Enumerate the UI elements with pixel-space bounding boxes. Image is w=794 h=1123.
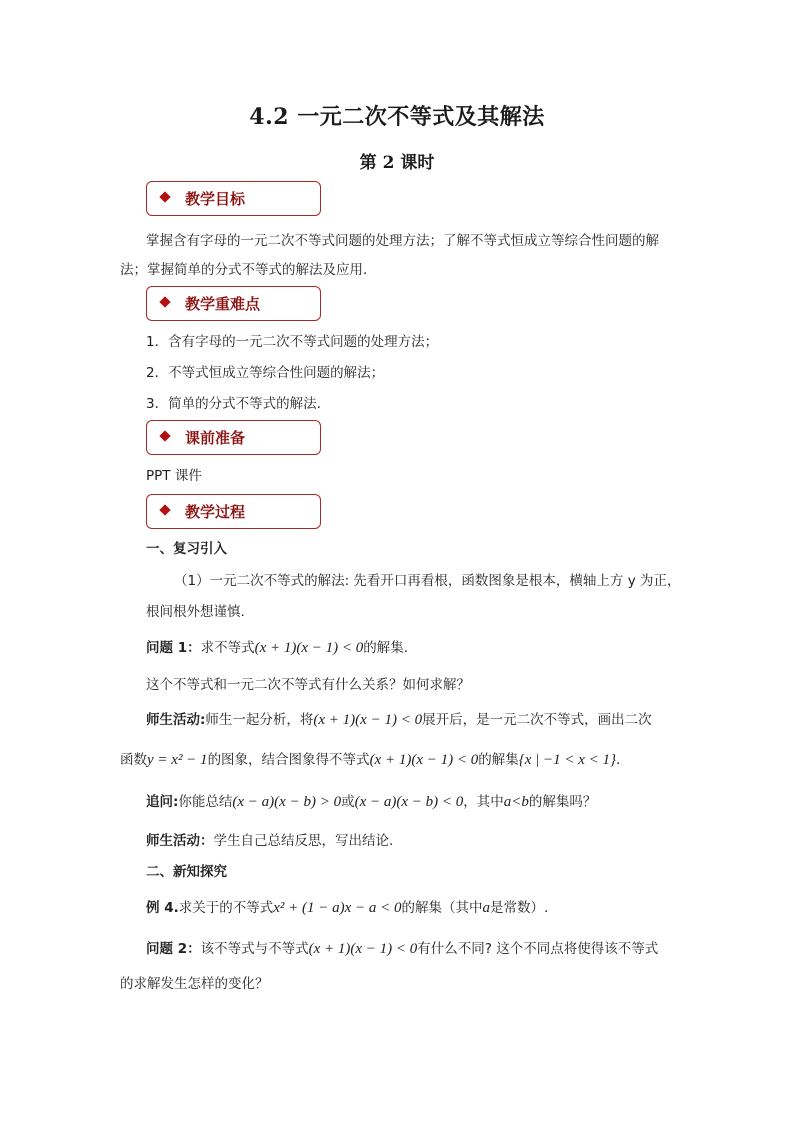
example4-label: 例 4. [146,900,179,916]
section-header-key-points [146,286,321,321]
activity1-text-b: 展开后，是一元二次不等式，画出二次 [422,712,652,728]
activity1-text-a: 师生一起分析，将 [205,712,314,728]
example4-inequality: x² + (1 − a)x − a < 0 [273,900,402,916]
ask-inequality-2: (x − a)(x − b) < 0 [354,794,464,810]
question2-inequality: (x + 1)(x − 1) < 0 [308,941,418,957]
prep-text: PPT 课件 [146,468,202,484]
activity2-end: . [616,752,621,768]
question2-line1 [146,934,658,964]
activity1-inequality: (x + 1)(x − 1) < 0 [313,712,423,728]
solution-set: {x | −1 < x < 1} [518,752,617,768]
question2-line2: 的求解发生怎样的变化？ [120,976,269,992]
activity1-label: 师生活动: [146,712,206,728]
diamond-bullet-icon [159,430,170,441]
activity2-text-a: 函数 [120,752,147,768]
section-label: 教学目标 [185,190,246,208]
page-title: 4.2 一元二次不等式及其解法 [249,104,545,130]
diamond-bullet-icon [159,296,170,307]
part1-heading: 一、复习引入 [146,541,227,557]
question1 [146,633,408,663]
ask-or: 或 [341,794,355,810]
part2-heading: 二、新知探究 [146,864,227,880]
activity1-line2 [120,745,620,775]
key-point-item: 2．不等式恒成立等综合性问题的解法； [146,365,385,381]
activity3 [146,826,393,856]
section-header-prep [146,420,321,455]
ask-condition: a<b [503,794,529,810]
ask-text-b: ，其中 [463,794,504,810]
review-line2: 根间根外想谨慎. [146,604,245,620]
goals-text-line2: 法；掌握简单的分式不等式的解法及应用. [120,262,368,278]
question1-text-b: 的解集. [363,640,409,656]
section-label: 教学重难点 [185,295,261,313]
question2-text-b: 有什么不同? 这个不同点将使得该不等式 [417,941,659,957]
activity1-line1 [146,705,652,735]
question1-inequality: (x + 1)(x − 1) < 0 [254,640,364,656]
goals-text-line1: 掌握含有字母的一元二次不等式问题的处理方法；了解不等式恒成立等综合性问题的解 [146,233,659,249]
key-point-item: 3．简单的分式不等式的解法. [146,396,321,412]
example4-text-a: 求关于的不等式 [178,900,274,916]
example4-text-b: 的解集（其中 [401,900,483,916]
page-subtitle: 第 2 课时 [359,153,435,173]
question2-label: 问题 2： [146,941,201,957]
diamond-bullet-icon [159,191,170,202]
ask-text-a: 你能总结 [178,794,233,810]
activity2-inequality: (x + 1)(x − 1) < 0 [369,752,479,768]
ask-inequality-1: (x − a)(x − b) > 0 [232,794,342,810]
question1-label: 问题 1： [146,640,201,656]
question1-text-a: 求不等式 [200,640,255,656]
ask-text-c: 的解集吗？ [528,794,597,810]
section-label: 课前准备 [185,429,246,447]
example4 [146,893,548,923]
section-label: 教学过程 [185,503,246,521]
question2-text-a: 该不等式与不等式 [200,941,309,957]
example4-text-c: 是常数）. [490,900,549,916]
activity2-text-b: 的图象，结合图象得不等式 [207,752,370,768]
function-expression: y = x² − 1 [147,752,208,768]
activity2-text-c: 的解集 [478,752,519,768]
activity3-text: 学生自己总结反思，写出结论. [213,833,394,849]
activity3-label: 师生活动： [146,833,214,849]
question1-followup: 这个不等式和一元二次不等式有什么关系？如何求解？ [146,677,470,693]
diamond-bullet-icon [159,504,170,515]
section-header-goals [146,181,321,216]
review-line1: （1）一元二次不等式的解法: 先看开口再看根，函数图象是根本，横轴上方 y 为正， [174,573,681,589]
ask-label: 追问: [146,794,179,810]
section-header-process [146,494,321,529]
key-point-item: 1．含有字母的一元二次不等式问题的处理方法； [146,334,439,350]
example4-variable: a [482,900,491,916]
follow-up-question [146,787,596,817]
